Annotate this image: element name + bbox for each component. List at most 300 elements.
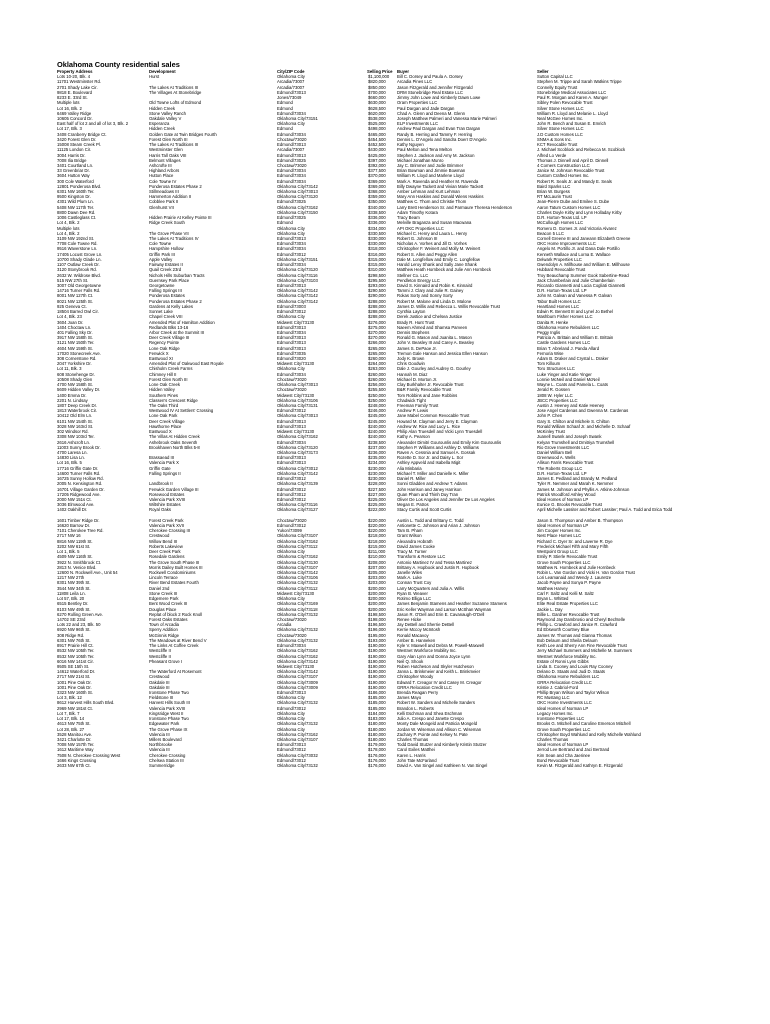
development-cell: Hidden Creek — [149, 105, 175, 111]
city-zip-cell: Oklahoma City/73120 — [277, 194, 318, 200]
selling-price-cell: $425,000 — [368, 152, 386, 158]
selling-price-cell: $180,000 — [368, 731, 386, 737]
development-cell: Amended Plat of Hamilton Addition — [149, 319, 215, 325]
seller-cell: Hubbard Revocable Trust — [537, 267, 586, 273]
city-zip-cell: Arcadia — [277, 622, 292, 628]
city-zip-cell: Edmond/73013 — [277, 690, 306, 696]
development-cell: The Links At Coffee Creek — [149, 643, 199, 649]
selling-price-cell: $227,500 — [368, 486, 386, 492]
development-cell: Sonnet Lake — [149, 309, 173, 315]
city-zip-cell: Oklahoma City/73142 — [277, 298, 318, 304]
development-cell: Pheasant Grove I — [149, 658, 183, 664]
seller-cell: Janice M. Johnson Revocable Trust — [537, 168, 605, 174]
development-cell: The Waterford At Rosemont — [149, 669, 202, 675]
city-zip-cell: Choctaw/73020 — [277, 517, 307, 523]
seller-cell: Brian W. Burgess — [537, 189, 570, 195]
sales-table — [57, 69, 727, 768]
selling-price-cell: $248,000 — [368, 403, 386, 408]
city-zip-cell: Midwest City/73130 — [277, 590, 315, 596]
document-page — [57, 60, 727, 768]
city-zip-cell: Edmond/73034 — [277, 246, 306, 252]
development-cell: Cobblee Park II — [149, 199, 179, 205]
selling-price-cell: $218,000 — [368, 533, 386, 539]
city-zip-cell: Edmond/73013 — [277, 340, 306, 346]
seller-cell: Oklahoma Home Rebuilders LLC — [537, 674, 600, 680]
seller-cell: Jose Angel Cardenas and Gwenna M. Cardenas — [537, 408, 629, 414]
seller-cell: Jean-Pierre Dube and Emilee S. Dube — [537, 199, 610, 205]
city-zip-cell: Oklahoma City/73132 — [277, 700, 318, 706]
buyer-cell: Daniel R. Miller — [397, 476, 426, 482]
seller-cell: Matthew N. Hornbeck and Julie Hornbeck — [537, 564, 616, 570]
development-cell: Valencia Park X — [149, 460, 179, 466]
city-zip-cell: Oklahoma City/73132 — [277, 721, 318, 727]
buyer-cell: Austin L. Todd and Brittany C. Todd — [397, 517, 464, 523]
selling-price-cell: $240,000 — [368, 434, 386, 440]
seller-cell: J.D Custom Homes LLC — [537, 131, 583, 137]
buyer-cell: Tracy Beam — [397, 215, 420, 221]
development-cell: Valencia Park XVIII — [149, 496, 186, 502]
property-address-cell: 17716 Griffin Gate Dr. — [57, 465, 99, 471]
property-address-cell: Lot 57, Blk. 20 — [57, 596, 85, 602]
development-cell: Glenhurst VII — [149, 204, 174, 210]
development-cell: Rockwell Condominiums — [149, 570, 196, 575]
city-zip-cell: Oklahoma City/73127 — [277, 507, 318, 513]
property-address-cell: 10412 Old Elm Ln. — [57, 413, 93, 419]
development-cell: Griffin Park III — [149, 251, 175, 257]
column-header-seller: Seller — [537, 69, 549, 74]
buyer-cell: Freeman Family Trust — [397, 403, 439, 408]
seller-cell: Phillip Bryan Wilson and Taylor Wilson — [537, 690, 610, 696]
city-zip-cell: Oklahoma City/73151 — [277, 115, 318, 121]
property-address-cell: 9516 Waverstone Ln. — [57, 246, 98, 252]
table-row — [57, 763, 727, 768]
property-address-cell: 8800 Dawn Dee Rd. — [57, 209, 96, 215]
seller-cell: Ironstone Properties LLC — [537, 716, 585, 722]
seller-cell: Sibley Polen Revocable Trust — [537, 100, 593, 106]
property-address-cell: 8021 NW 125th St. — [57, 298, 93, 304]
seller-cell: James E. Pedland and Brandy M. Pedland — [537, 476, 618, 482]
property-address-cell: 2633 NW 67th Ct. — [57, 763, 91, 769]
property-address-cell: 1807 Deep Creek Dr. — [57, 403, 97, 408]
seller-cell: Phillip L. Crawford and Janice R. Crawford — [537, 622, 618, 628]
city-zip-cell: Oklahoma City/73009 — [277, 679, 318, 685]
selling-price-cell: $270,000 — [368, 329, 386, 335]
city-zip-cell: Edmond/73034 — [277, 262, 306, 268]
property-address-cell: 1601 Timber Ridge Dr. — [57, 517, 100, 523]
selling-price-cell: $255,500 — [368, 387, 386, 393]
property-address-cell: 3604 Joan Dr. — [57, 319, 84, 325]
development-cell: Fieldstone III — [149, 695, 174, 701]
development-cell: Hawthorne Place — [149, 423, 182, 429]
selling-price-cell: $359,000 — [368, 194, 386, 200]
seller-cell: Linda S. Cooney and Louis Ray Cooney — [537, 663, 613, 669]
city-zip-cell: Oklahoma City/73132 — [277, 627, 318, 633]
development-cell: Fenwick X — [149, 350, 169, 356]
buyer-cell: Stephen P. Williams and Ashley D. Williams — [397, 444, 479, 450]
property-address-cell: 3604 Hutton Way — [57, 173, 90, 179]
selling-price-cell: $190,000 — [368, 684, 386, 690]
selling-price-cell: $295,500 — [368, 277, 386, 283]
development-cell: Hurst — [149, 74, 160, 80]
seller-cell: Adam B. Draker and Crystal L. Draker — [537, 356, 609, 362]
property-address-cell: Lot 4, Blk. 2 — [57, 230, 80, 236]
city-zip-cell: Oklahoma City/73116 — [277, 272, 318, 278]
property-address-cell: Multiple lots — [57, 225, 80, 231]
selling-price-cell: $190,000 — [368, 658, 386, 664]
city-zip-cell: Oklahoma City/73162 — [277, 434, 318, 440]
selling-price-cell: $208,000 — [368, 559, 386, 565]
seller-cell: Jason S. Thompson and Amber B. Thompson — [537, 517, 623, 523]
city-zip-cell: Oklahoma City/73106 — [277, 575, 318, 581]
selling-price-cell: $183,000 — [368, 716, 386, 722]
city-zip-cell: Edmond/73012 — [277, 496, 306, 502]
development-cell: Chelsea Station III — [149, 757, 184, 763]
buyer-cell: Adam Timothy Kotara — [397, 209, 438, 215]
property-address-cell: 4604 NW 159th St. — [57, 345, 93, 351]
selling-price-cell: $315,000 — [368, 256, 386, 262]
property-address-cell: 10605 Concord Dr. — [57, 115, 93, 121]
seller-cell: Toro Structures LLC — [537, 366, 575, 372]
development-cell: Classen's Crescent Ridge — [149, 397, 198, 403]
property-address-cell: 3202 NW 61st St. — [57, 543, 91, 549]
selling-price-cell: $498,000 — [368, 126, 386, 132]
selling-price-cell: $203,000 — [368, 575, 386, 581]
city-zip-cell: Choctaw/73020 — [277, 162, 307, 168]
seller-cell: John P. Chen — [537, 413, 563, 419]
property-address-cell: 608 Stonehenge Dr. — [57, 371, 95, 377]
seller-cell: Jacob Payne and Sonya P. Payne — [537, 580, 601, 586]
buyer-cell: Joseph Matthew Palmeri and Vanessa Marie Palmeri — [397, 115, 497, 121]
development-cell: Daniel 2nd — [149, 585, 170, 591]
buyer-cell: Grant Wilson — [397, 533, 422, 539]
buyer-cell: Tremon Gale Hanson and Jessica Ellen Hanson — [397, 350, 488, 356]
city-zip-cell: Oklahoma City/73118 — [277, 606, 318, 612]
buyer-cell: Brandon L. Roberts — [397, 705, 434, 711]
property-address-cell: 6101 NW 154th St. — [57, 418, 93, 424]
buyer-cell: Chad A. Glenn and Deena M. Glenn — [397, 110, 466, 116]
seller-cell: Stonebridge Medical Associates LLC — [537, 89, 607, 95]
column-header-development: Development — [149, 69, 176, 74]
property-address-cell: 10508 Shady Glen — [57, 376, 93, 382]
property-address-cell: 308 Cornerstone Rd. — [57, 356, 97, 362]
buyer-cell: Brenda Reagan Perry — [397, 690, 439, 696]
property-address-cell: 3308 NW 103rd Ter. — [57, 434, 95, 440]
seller-cell: Matthew Harvey — [537, 585, 568, 591]
selling-price-cell: $538,000 — [368, 115, 386, 121]
city-zip-cell: Oklahoma City/73112 — [277, 543, 318, 549]
buyer-cell: Michael Jonathan Munro — [397, 157, 444, 163]
city-zip-cell: Oklahoma City/73120 — [277, 444, 318, 450]
development-cell: Georgetowne — [149, 282, 175, 288]
property-address-cell: 2701 Shady Lake Cir. — [57, 84, 98, 90]
buyer-cell: API OKC Properties LLC — [397, 225, 444, 231]
property-address-cell: 2047 Yorkshire Dr. — [57, 361, 92, 367]
city-zip-cell: Oklahoma City — [277, 549, 305, 555]
seller-cell: Delano D. Staats and Judi D. Staats — [537, 669, 606, 675]
buyer-cell: Chris Goodwin — [397, 361, 425, 367]
buyer-cell: Andrew P. Lewis — [397, 408, 429, 414]
selling-price-cell: $186,000 — [368, 690, 386, 696]
property-address-cell: 6016 NW 141st Cir. — [57, 658, 94, 664]
property-address-cell: 14830 Lisa Ln. — [57, 455, 85, 461]
seller-cell: Thomas J. Dinnell and April D. Dinnell — [537, 157, 609, 163]
buyer-cell: Neil Q. Shook — [397, 658, 424, 664]
seller-cell: Jerald R. Gossen — [537, 387, 570, 393]
development-cell: Ponderosa Estates — [149, 293, 185, 299]
seller-cell: Tyler R. Nemmer and Marah K. Nemmer — [537, 481, 614, 487]
seller-cell: Jack Chamberlain and Julie Chamberlain — [537, 277, 615, 283]
seller-cell: OKC Home Investments LLC — [537, 700, 592, 706]
selling-price-cell: $190,000 — [368, 643, 386, 649]
development-cell: The Lakes At Traditions IV — [149, 236, 199, 241]
seller-cell: Grove South Properties LLC — [537, 726, 591, 732]
selling-price-cell: $240,000 — [368, 429, 386, 435]
seller-cell: John M. Galvan and Vanessa P. Galvan — [537, 293, 612, 299]
buyer-cell: Pendleton Energy LLC — [397, 277, 440, 283]
buyer-cell: Andrew W. Rice and Lucy L. Rice — [397, 423, 461, 429]
seller-cell: 1808 W. Hyler LLC — [537, 392, 573, 398]
city-zip-cell: Edmond/73034 — [277, 241, 306, 247]
property-address-cell: 308 Ridge Rd. — [57, 632, 85, 638]
development-cell: Forest Glen North III — [149, 136, 188, 142]
buyer-cell: Monty Dale Mongeld and Patricia Mongeld — [397, 721, 478, 727]
buyer-cell: Jay DeBell and Sherrie DeBell — [397, 622, 455, 628]
development-cell: Lincoln Terrace — [149, 575, 178, 581]
development-cell: The Lakes At Traditions III — [149, 84, 199, 90]
selling-price-cell: $334,000 — [368, 225, 386, 231]
seller-cell: Raymond Jay Dambrosio and Cheryl Bechtelle — [537, 616, 626, 622]
selling-price-cell: $207,000 — [368, 564, 386, 570]
selling-price-cell: $178,000 — [368, 747, 386, 753]
buyer-cell: Jason Fitzgerald and Jennifer Fitzgerald — [397, 84, 473, 90]
development-cell: Millers Boulevard — [149, 737, 182, 742]
buyer-cell: Janna L. Brinkmeier and Keith L. Brinkmeier — [397, 669, 481, 675]
seller-cell: McCullough Homes LLC — [537, 220, 584, 226]
development-cell: Bent Wood Creek III — [149, 601, 188, 607]
buyer-cell: Cynthia Layton — [397, 309, 426, 315]
seller-cell: The Roberts Group LLC — [537, 465, 583, 471]
buyer-cell: Rotimo Elliga LLC — [397, 596, 432, 602]
development-cell: Ironstone Phase Two — [149, 690, 189, 696]
buyer-cell: Brian Bowman and Jimmie Bowman — [397, 168, 466, 174]
buyer-cell: DRM Stonebridge Real Estate LLC — [397, 89, 463, 95]
development-cell: Fairway Estates II — [149, 262, 183, 268]
seller-cell: Carl F. Saltz and Kelli M. Saltz — [537, 590, 594, 596]
city-zip-cell: Oklahoma City/73132 — [277, 611, 318, 617]
city-zip-cell: Edmond/73012 — [277, 747, 306, 753]
development-cell: McGinnis Ridge — [149, 632, 179, 638]
city-zip-cell: Oklahoma City/73139 — [277, 481, 318, 487]
selling-price-cell: $275,000 — [368, 324, 386, 330]
property-address-cell: 3421 Charlotte Dr. — [57, 737, 92, 742]
seller-cell: Brooks G. Mitchell and Caroline Emerson Mitchell — [537, 721, 631, 727]
selling-price-cell: $200,000 — [368, 596, 386, 602]
property-address-cell: 300 Cole Waterford — [57, 178, 94, 184]
development-cell: Westcliffe II — [149, 653, 171, 659]
city-zip-cell: Oklahoma City/73013 — [277, 382, 318, 388]
city-zip-cell: Edmond/73013 — [277, 236, 306, 241]
development-cell: Lone Oak Ridge — [149, 345, 180, 351]
buyer-cell: Mark A. Luke — [397, 575, 422, 581]
city-zip-cell: Edmond/73034 — [277, 439, 306, 445]
seller-cell: William R. Lloyd and Melanie L. Lloyd — [537, 110, 608, 116]
city-zip-cell: Choctaw/73020 — [277, 136, 307, 142]
buyer-cell: Antonio Martinez IV and Tessa Martinez — [397, 559, 473, 565]
seller-cell: Westnet Workforce Mobility Inc. — [537, 653, 597, 659]
selling-price-cell: $200,000 — [368, 606, 386, 612]
seller-cell: Alfred Lo Verde — [537, 152, 567, 158]
city-zip-cell: Edmond/73012 — [277, 309, 306, 315]
seller-cell: April Michelle Lassiter and Robert Lassiter; Paul A. Todd and Erica Todd — [537, 507, 673, 513]
city-zip-cell: Oklahoma City/73142 — [277, 658, 318, 664]
city-zip-cell: Edmond/73013 — [277, 282, 306, 288]
development-cell: Sperry Addition — [149, 627, 178, 633]
selling-price-cell: $220,000 — [368, 523, 386, 529]
city-zip-cell: Edmond/73034 — [277, 168, 306, 174]
buyer-cell: Alexandra Hobrath — [397, 538, 433, 544]
selling-price-cell: $256,000 — [368, 382, 386, 388]
property-address-cell: Lot 17, Blk. 14 — [57, 716, 85, 722]
development-cell: Stone Creek III — [149, 590, 178, 596]
property-address-cell: 16620 Barrow Dr. — [57, 523, 91, 529]
city-zip-cell: Midwest City/73130 — [277, 361, 315, 367]
selling-price-cell: $215,000 — [368, 543, 386, 549]
development-cell: Westwood IV At Settlers' Crossing — [149, 408, 214, 414]
selling-price-cell: $190,000 — [368, 669, 386, 675]
selling-price-cell: $185,000 — [368, 695, 386, 701]
selling-price-cell: $293,000 — [368, 282, 386, 288]
property-address-cell: 14702 SE 23rd — [57, 616, 86, 622]
property-address-cell: East half of lot 2 and all of lot 3, Blk. 2 — [57, 121, 129, 127]
seller-cell: Charles Doyle Kirby and Lynn Holladay Kirby — [537, 209, 622, 215]
development-cell: Old Towne Lofts of Edmond — [149, 100, 202, 106]
buyer-cell: Sonni Gladden and Andrew T. Adams — [397, 481, 468, 487]
selling-price-cell: $276,000 — [368, 319, 386, 325]
buyer-cell: Renee Hicke — [397, 616, 422, 622]
city-zip-cell: Edmond/73013 — [277, 418, 306, 424]
buyer-cell: Naeem Ahmed and Shamsa Parveen — [397, 324, 468, 330]
buyer-cell: B&R Family Revocable Trust — [397, 387, 452, 393]
document-title: Oklahoma County residential sales — [57, 60, 180, 69]
seller-cell: Stephen M. Trippe and Sarah Watkins Trippe — [537, 79, 622, 85]
seller-cell: Aaron Tatum Custom Homes LLC — [537, 204, 601, 210]
seller-cell: Juanell Swank and Joseph Swank — [537, 434, 602, 440]
property-address-cell: 8301 NW 39th St. — [57, 580, 91, 586]
selling-price-cell: $465,000 — [368, 131, 386, 137]
buyer-cell: Tom Robbins and Jane Robbins — [397, 392, 458, 398]
city-zip-cell: Oklahoma City/73162 — [277, 554, 318, 560]
seller-cell: J. Michael Scoblock and Rebecca M. Scoblock — [537, 147, 626, 153]
city-zip-cell: Oklahoma City/73142 — [277, 183, 318, 189]
selling-price-cell: $369,000 — [368, 183, 386, 189]
seller-cell: Jackie L. Day — [537, 606, 563, 612]
property-address-cell: 2616 Ashcroft Ln. — [57, 439, 91, 445]
development-cell: Royal Oaks — [149, 507, 171, 513]
selling-price-cell: $203,000 — [368, 580, 386, 586]
buyer-cell: Tammi J. Clary and Julie R. Gainey — [397, 288, 464, 294]
buyer-cell: Michael C. Henry and Laura L. Henry — [397, 230, 468, 236]
seller-cell: Neal McGee Homes Inc. — [537, 115, 584, 121]
development-cell: Ridge Creek South — [149, 220, 185, 226]
city-zip-cell: Oklahoma City/73131 — [277, 403, 318, 408]
property-address-cell: 3401 Courtland Ln. — [57, 162, 94, 168]
seller-cell: Bryan L. Whitted — [537, 596, 569, 602]
selling-price-cell: $700,000 — [368, 89, 386, 95]
property-address-cell: 4700 Laresa Ln. — [57, 449, 88, 455]
development-cell: Summerridge — [149, 763, 175, 769]
selling-price-cell: $1,100,000 — [368, 74, 390, 80]
property-address-cell: 2717 NW 21st St. — [57, 674, 91, 680]
property-address-cell: 11003 Sunny Brook Dr. — [57, 444, 101, 450]
city-zip-cell: Oklahoma City/73012 — [277, 465, 318, 471]
column-header-buyer: Buyer — [397, 69, 410, 74]
seller-cell: Nest Place Homes LLC — [537, 533, 582, 539]
seller-cell: Kenneth Wallace and Lorna E. Wallace — [537, 251, 611, 257]
selling-price-cell: $190,000 — [368, 679, 386, 685]
seller-cell: Robert R. Seals Jr. and Mandy E. Seals — [537, 178, 612, 184]
seller-cell: Kevin M. Fitzgerald and Kathryn E. Fitzgerald — [537, 763, 623, 769]
seller-cell: Luke Yinger and Katie Yinger — [537, 371, 592, 377]
selling-price-cell: $260,000 — [368, 371, 386, 377]
buyer-cell: Transform & Restore LLC — [397, 554, 446, 560]
seller-cell: Peggy Inglis — [537, 329, 561, 335]
seller-cell: Eunice G. Brooks Revocable Trust — [537, 502, 602, 508]
city-zip-cell: Edmond/73025 — [277, 199, 306, 205]
city-zip-cell: Oklahoma City/73132 — [277, 763, 318, 769]
development-cell: Willow Bend III — [149, 538, 178, 544]
selling-price-cell: $198,500 — [368, 611, 386, 617]
seller-cell: Ronald William Schaaf Jr. and Michelle D. Schaaf — [537, 423, 631, 429]
seller-cell: Tabor Built Homes LLC — [537, 298, 581, 304]
property-address-cell: 4301 Wild Plum Ln. — [57, 199, 94, 205]
selling-price-cell: $225,000 — [368, 502, 386, 508]
property-address-cell: 9505 SE 15th St. — [57, 663, 90, 669]
development-cell: Deer Creek Village III — [149, 335, 190, 341]
seller-cell: Frederick Michael Fifth and Mary Fifth — [537, 543, 609, 549]
seller-cell: Westpoint Group LLC — [537, 549, 578, 555]
seller-cell: Lori Leamanaid and Wendy J. Lauretze — [537, 575, 612, 581]
development-cell: Brookhaven North Blks 5-8 — [149, 444, 200, 450]
property-address-cell: 9500 Kingston Dr. — [57, 194, 91, 200]
property-address-cell: Lots 10-20, Blk. 4 — [57, 74, 91, 80]
property-address-cell: 7101 Cherokee Tree Rd. — [57, 528, 104, 534]
city-zip-cell: Oklahoma City/73107 — [277, 674, 318, 680]
buyer-cell: Amber Lehman and Kurt Lehman — [397, 189, 460, 195]
property-address-cell: 2632 W. Wildrose Blvd. — [57, 272, 101, 278]
development-cell: Northbrooke — [149, 742, 173, 748]
buyer-cell: Michael D. Morton Jr. — [397, 376, 438, 382]
buyer-cell: Connan Trust Coy — [397, 580, 432, 586]
city-zip-cell: Midwest City/73130 — [277, 392, 315, 398]
buyer-cell: Oram Properties LLC — [397, 100, 438, 106]
selling-price-cell: $260,000 — [368, 356, 386, 362]
city-zip-cell: Jones/73049 — [277, 95, 302, 101]
buyer-cell: GRRA Relocation Credit LLC — [397, 684, 452, 690]
development-cell: Gardens at Kelly Lakes — [149, 303, 193, 309]
city-zip-cell: Oklahoma City — [277, 710, 305, 716]
selling-price-cell: $222,000 — [368, 507, 386, 513]
seller-cell: KCT Revocable Trust — [537, 142, 578, 148]
city-zip-cell: Edmond/73013 — [277, 455, 306, 461]
seller-cell: Riccardo Giannetti and Lucia Cogliati Giannetti — [537, 282, 626, 288]
selling-price-cell: $630,000 — [368, 100, 386, 106]
selling-price-cell: $310,000 — [368, 267, 386, 273]
selling-price-cell: $316,000 — [368, 251, 386, 257]
buyer-cell: ELP Investments LLC — [397, 121, 439, 127]
development-cell: Deer Creek Village — [149, 418, 185, 424]
selling-price-cell: $318,000 — [368, 246, 386, 252]
selling-price-cell: $392,000 — [368, 162, 386, 168]
